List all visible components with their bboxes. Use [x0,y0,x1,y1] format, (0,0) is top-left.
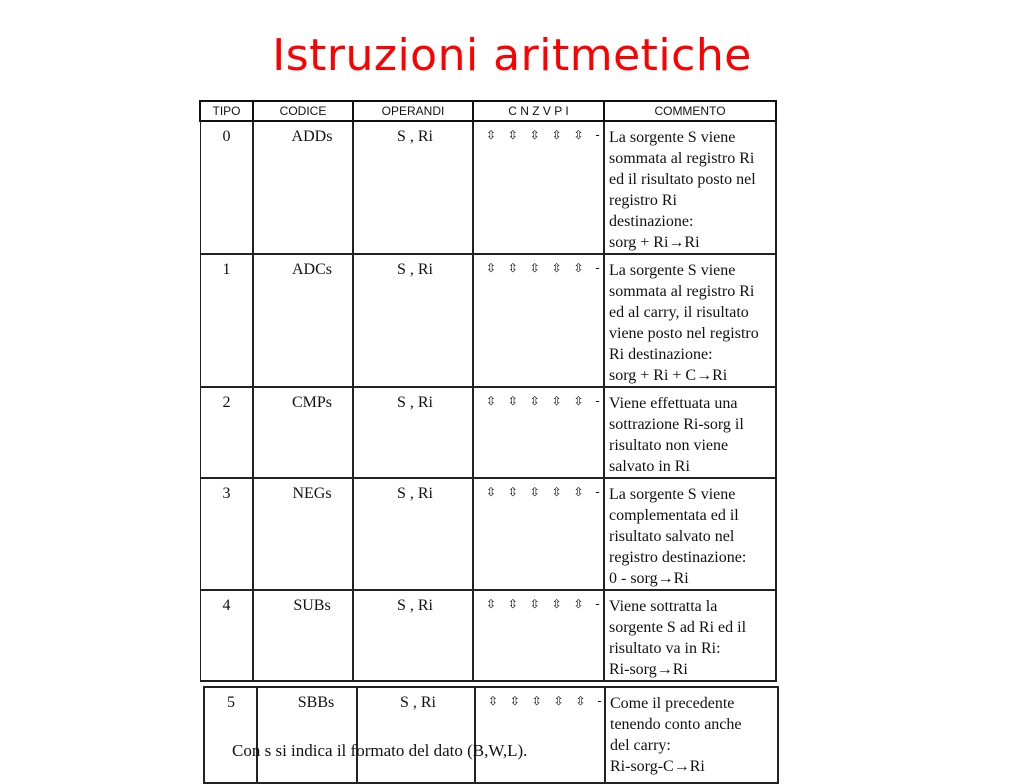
cell-commento [605,687,778,783]
comment-line: registro destinazione: [609,549,747,566]
table-row [200,590,776,681]
comment-line: risultato non viene [609,437,729,454]
comment-line: Viene effettuata una [609,395,738,412]
header-tipo: TIPO [200,101,253,121]
header-flags: C N Z V P I [473,101,604,121]
cell-commento [604,254,776,387]
header-commento: COMMENTO [604,101,776,121]
cell-flags: ⇳ ⇳ ⇳ ⇳ ⇳ - [475,687,605,783]
cell-codice: NEGs [253,478,353,590]
comment-line: Ri-sorg-C→Ri [610,758,705,775]
comment-line: sorg + Ri + C→Ri [609,367,728,384]
cell-codice: CMPs [253,387,353,478]
instruction-table-scan [199,100,775,784]
comment-line: del carry: [610,737,671,754]
cell-tipo: 1 [200,254,253,387]
cell-tipo: 3 [200,478,253,590]
cell-flags: ⇳ ⇳ ⇳ ⇳ ⇳ - [473,121,604,254]
comment-line: Come il precedente [610,695,735,712]
comment-line: sorg + Ri→Ri [609,234,700,251]
cell-tipo: 2 [200,387,253,478]
comment-line: risultato va in Ri: [609,640,721,657]
comment-line: tenendo conto anche [610,716,742,733]
comment-line: sommata al registro Ri [609,150,755,167]
page-title: Istruzioni aritmetiche [272,30,752,81]
cell-tipo: 4 [200,590,253,681]
table-row [200,121,776,254]
cell-codice: SUBs [253,590,353,681]
cell-operandi: S , Ri [353,254,473,387]
comment-line: sottrazione Ri-sorg il [609,416,744,433]
cell-operandi: S , Ri [353,121,473,254]
cell-operandi: S , Ri [357,687,475,783]
comment-line: ed al carry, il risultato [609,304,749,321]
cell-operandi: S , Ri [353,478,473,590]
cell-operandi: S , Ri [353,590,473,681]
cell-flags: ⇳ ⇳ ⇳ ⇳ ⇳ - [473,387,604,478]
cell-operandi: S , Ri [353,387,473,478]
comment-line: La sorgente S viene [609,262,736,279]
table-row [200,478,776,590]
comment-line: complementata ed il [609,507,739,524]
comment-line: registro Ri [609,192,677,209]
comment-line: La sorgente S viene [609,129,736,146]
comment-line: sommata al registro Ri [609,283,755,300]
instruction-table-continuation [203,686,779,784]
header-codice: CODICE [253,101,353,121]
comment-line: 0 - sorg→Ri [609,570,689,587]
comment-line: sorgente S ad Ri ed il [609,619,747,636]
cell-commento [604,121,776,254]
comment-line: destinazione: [609,213,694,230]
cell-flags: ⇳ ⇳ ⇳ ⇳ ⇳ - [473,478,604,590]
comment-line: risultato salvato nel [609,528,735,545]
comment-line: Viene sottratta la [609,598,718,615]
footer-note: Con s si indica il formato del dato (B,W,L). [232,741,528,760]
cell-tipo: 0 [200,121,253,254]
cell-flags: ⇳ ⇳ ⇳ ⇳ ⇳ - [473,254,604,387]
table-row [200,387,776,478]
table-header-row [200,101,776,121]
cell-commento [604,387,776,478]
instruction-table [199,100,777,682]
table-row [204,687,778,783]
cell-codice: ADCs [253,254,353,387]
comment-line: ed il risultato posto nel [609,171,756,188]
cell-codice: SBBs [257,687,357,783]
comment-line: salvato in Ri [609,458,690,475]
cell-commento [604,478,776,590]
cell-flags: ⇳ ⇳ ⇳ ⇳ ⇳ - [473,590,604,681]
comment-line: Ri destinazione: [609,346,713,363]
comment-line: La sorgente S viene [609,486,736,503]
cell-tipo: 5 [204,687,257,783]
table-row [200,254,776,387]
header-operandi: OPERANDI [353,101,473,121]
cell-commento [604,590,776,681]
comment-line: viene posto nel registro [609,325,759,342]
cell-codice: ADDs [253,121,353,254]
comment-line: Ri-sorg→Ri [609,661,688,678]
